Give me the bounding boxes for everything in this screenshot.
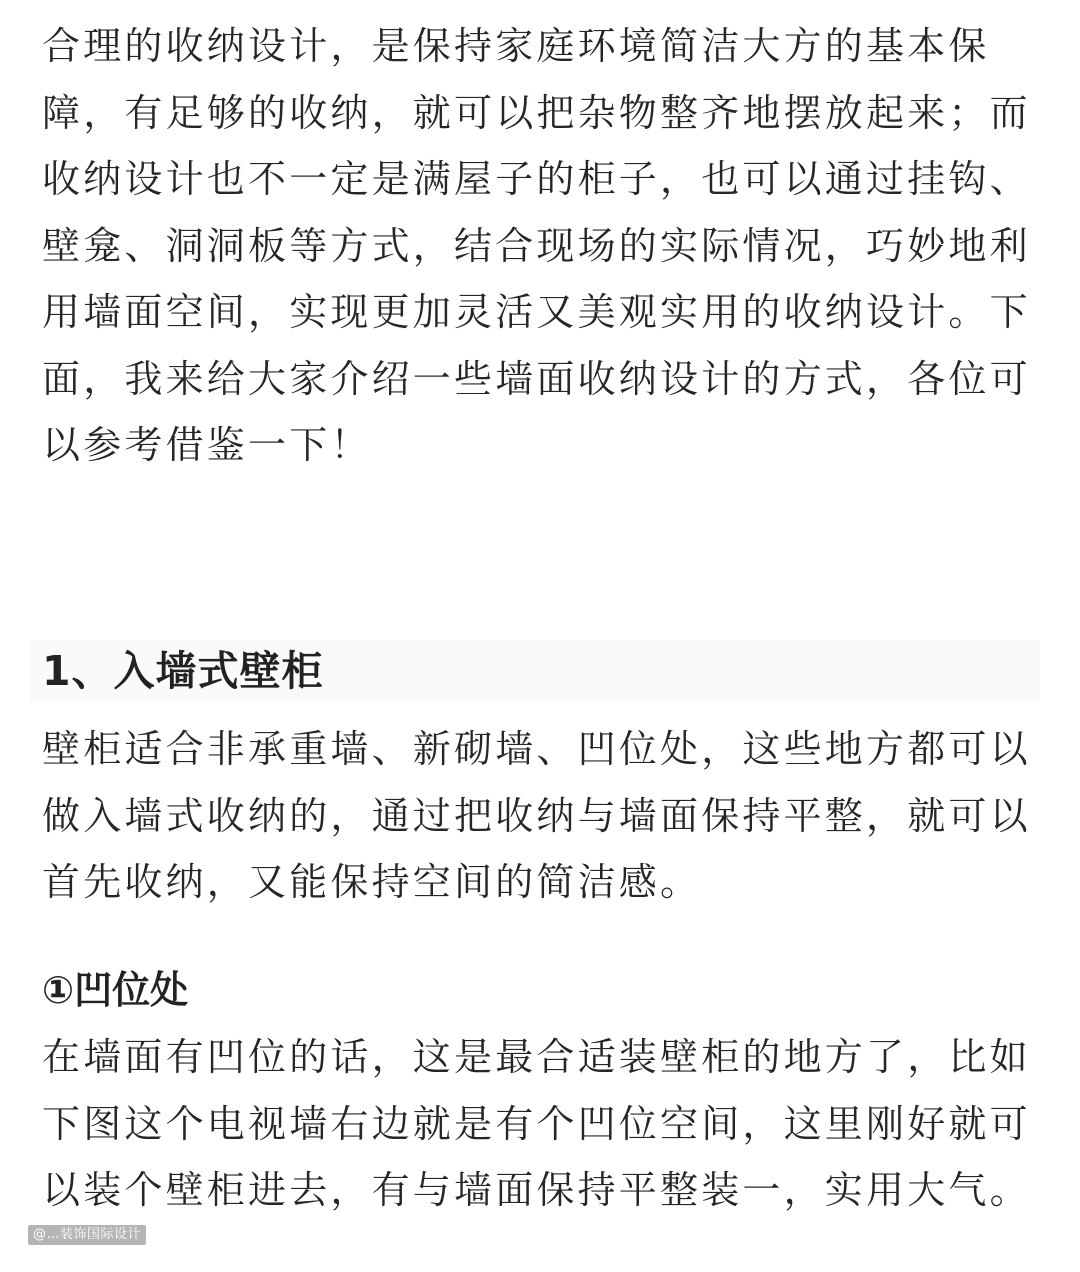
intro-paragraph: 合理的收纳设计，是保持家庭环境简洁大方的基本保障，有足够的收纳，就可以把杂物整齐地摆放起来；而收纳设计也不一定是满屋子的柜子，也可以通过挂钩、壁龛、洞洞板等方式，结合现场的实际情况，巧妙地利用墙面空间，实现更加灵活又美观实用的收纳设计。下面，我来给大家介绍一些墙面收纳设计的方式，各位可以参考借鉴一下！ [42, 24, 1031, 467]
section-heading: 1、入墙式壁柜 [42, 647, 324, 695]
section-paragraph: 壁柜适合非承重墙、新砌墙、凹位处，这些地方都可以做入墙式收纳的，通过把收纳与墙面保持平整，就可以首先收纳，又能保持空间的简洁感。 [42, 727, 1031, 904]
watermark: @…装饰国际设计 [28, 1225, 146, 1245]
subsection-paragraph: 在墙面有凹位的话，这是最合适装壁柜的地方了，比如下图这个电视墙右边就是有个凹位空间，这里刚好就可以装个壁柜进去，有与墙面保持平整装一，实用大气。 [42, 1035, 1031, 1212]
subsection-heading: ①凹位处 [42, 968, 189, 1012]
